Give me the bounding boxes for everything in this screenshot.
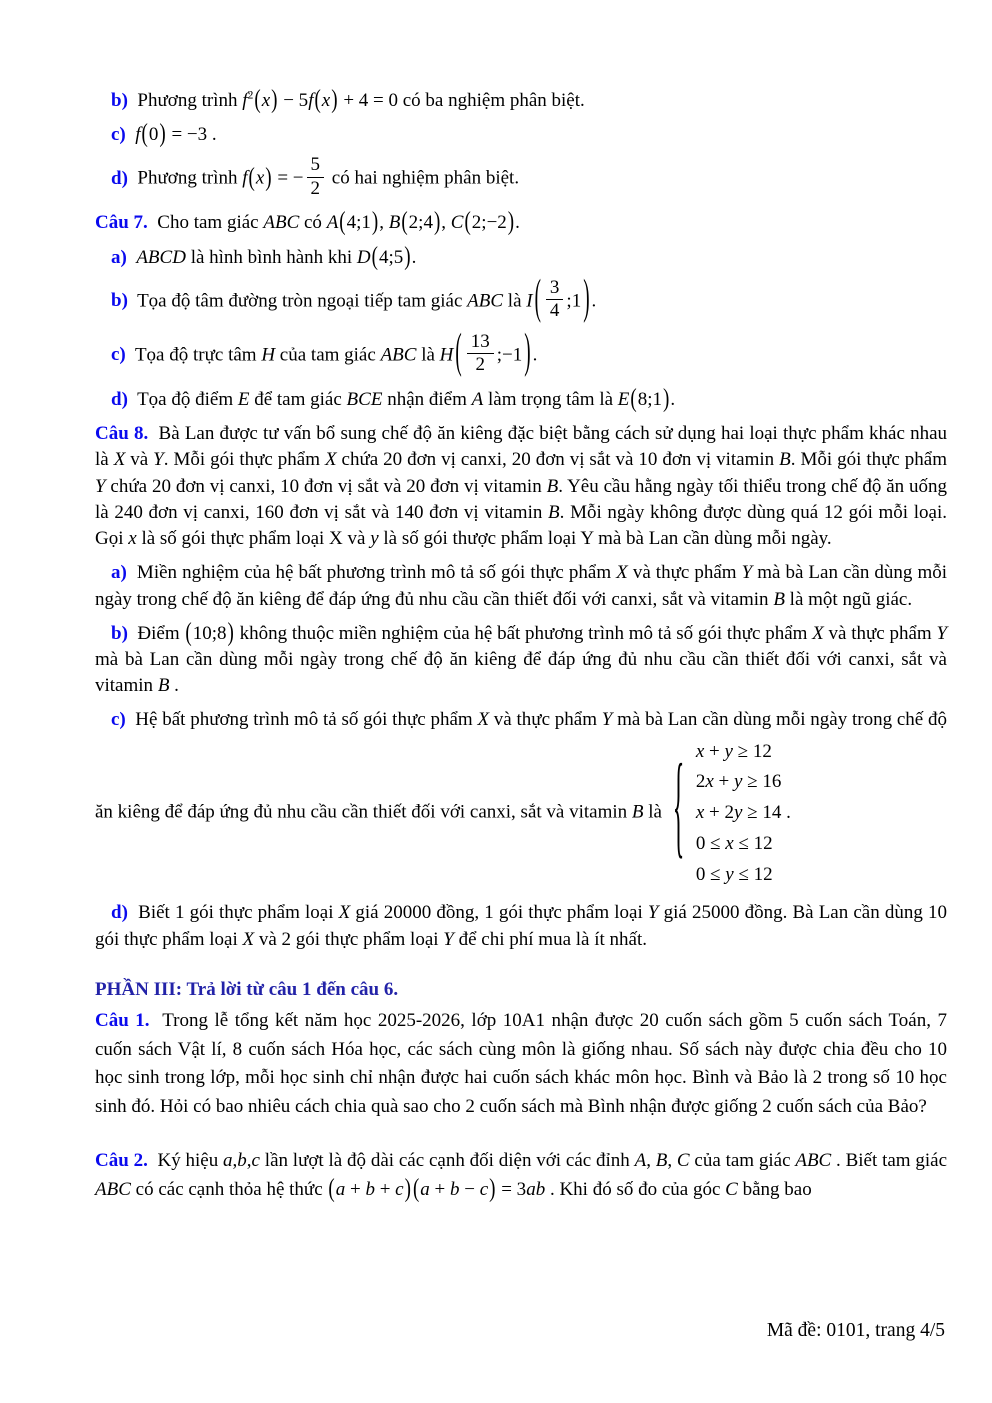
math-variable: b	[237, 1150, 247, 1171]
close-paren: )	[663, 384, 670, 414]
item-c-1	[95, 119, 947, 149]
text-run: mà bà Lan cần dùng mỗi ngày trong chế độ ăn kiêng để đáp ứng đủ nhu cầu cần thiết đối với canxi, sắt và vitamin	[95, 562, 948, 610]
system-row	[696, 770, 791, 794]
text-run: Trong lễ tổng kết năm học 2025-2026, lớp 10A1 nhận được 20 cuốn sách gồm 5 cuốn sách Toán, 7 cuốn sách Vật lí, 8 cuốn sách Hóa học, các sách cùng môn là giống nhau. Số sách này được chia đều cho 10 học sinh trong lớp, mỗi học sinh chỉ nhận được hai cuốn sách khác môn học. Bình và Bảo là 2 trong số 10 học sinh đó. Hỏi có bao nhiêu cách chia quà sao cho 2 cuốn sách mà Bình nhận được giống 2 cuốn sách của Bảo?	[95, 1010, 947, 1117]
text-run: và thực phẩm	[489, 709, 602, 731]
page-footer-text: Mã đề: 0101, trang 4/5	[766, 1320, 945, 1341]
math-variable: X	[616, 562, 628, 584]
text-run: là một ngũ giác.	[784, 588, 913, 610]
text-run: 0	[148, 124, 159, 146]
open-paren: (	[534, 271, 541, 326]
item-c-6	[95, 325, 947, 380]
question-c-u-8-8	[95, 421, 947, 552]
text-run: và 2 gói thực phẩm loại	[254, 928, 444, 950]
math-variable: Y	[601, 709, 613, 731]
text-run: ≤ 12	[733, 832, 773, 854]
fraction-denominator: 2	[310, 177, 321, 199]
block-label: d)	[111, 902, 128, 924]
question-c-u-1-14	[95, 1007, 947, 1121]
block-label: Câu 1.	[95, 1010, 150, 1031]
math-variable: x	[128, 528, 137, 550]
math-variable: E	[617, 388, 630, 410]
math-variable: c	[479, 1178, 489, 1200]
text-run: ,	[441, 212, 451, 234]
text-run: . Mỗi ngày không được dùng quá 12 gói mỗi loại. Gọi	[95, 501, 947, 550]
block-label: Câu 8.	[95, 423, 149, 445]
text-run: +	[704, 740, 725, 762]
page-footer	[767, 1320, 945, 1342]
heading-13	[95, 977, 947, 1003]
math-variable: y	[370, 528, 379, 550]
math-variable: B	[388, 212, 401, 234]
text-run: Tọa độ trực tâm	[134, 344, 262, 366]
text-run: .	[411, 246, 417, 268]
close-paren: )	[227, 617, 234, 648]
text-run: ,	[667, 1150, 677, 1171]
block-label: d)	[111, 388, 128, 410]
text-run: 2;4	[408, 212, 433, 234]
text-run: PHẦN III: Trả lời từ câu 1 đến câu 6.	[95, 978, 399, 1000]
math-variable: b	[365, 1178, 375, 1200]
text-run: là số gói thực phẩm loại X và	[136, 528, 371, 550]
system-row	[696, 740, 791, 764]
open-paren: (	[254, 85, 261, 115]
fraction-numerator: 13	[467, 332, 494, 355]
math-variable: c	[251, 1150, 260, 1171]
text-run: .	[532, 344, 538, 366]
block-label: b)	[111, 90, 128, 111]
math-variable: x	[695, 740, 705, 762]
text-run: giá 20000 đồng, 1 gói thực phẩm loại	[350, 902, 648, 924]
math-variable: X	[324, 449, 337, 471]
math-variable: x	[261, 90, 271, 111]
close-paren: )	[331, 85, 338, 115]
math-variable: x	[695, 802, 705, 824]
text-run: để chi phí mua là ít nhất.	[453, 928, 647, 950]
text-run: .	[515, 212, 520, 234]
text-run: −	[459, 1178, 480, 1200]
close-paren: )	[265, 162, 272, 193]
text-run: ;1	[566, 290, 582, 312]
text-run: Điểm	[137, 622, 185, 644]
math-variable: B	[546, 475, 559, 497]
math-variable: Y	[153, 449, 164, 471]
text-run: − 5	[278, 90, 309, 111]
text-run: và thực phẩm	[627, 562, 742, 584]
item-d-2	[95, 156, 947, 202]
math-variable: A	[634, 1150, 647, 1171]
text-run: .	[591, 290, 597, 312]
item-a-4	[95, 241, 947, 272]
item-b-10	[95, 617, 948, 700]
text-run: và	[125, 449, 154, 471]
math-variable: X	[338, 902, 351, 924]
text-run: . Mỗi gói thực phẩm	[163, 449, 325, 471]
block-label: c)	[111, 344, 126, 366]
math-superscript: 2	[247, 88, 254, 102]
math-variable: f	[135, 124, 141, 146]
text-run: làm trọng tâm là	[483, 388, 618, 410]
block-label: c)	[111, 124, 126, 146]
text-run: + 4 = 0 có ba nghiệm phân biệt.	[338, 90, 585, 111]
text-run: để tam giác	[249, 388, 347, 410]
text-run: lần lượt là độ dài các cạnh đối diện với các đỉnh	[259, 1150, 635, 1171]
text-run: . Biết tam giác	[831, 1150, 948, 1171]
close-paren: )	[404, 1173, 411, 1203]
math-variable: X	[812, 622, 824, 644]
math-variable: I	[526, 290, 533, 312]
text-run: 4;5	[378, 246, 404, 268]
math-variable: B	[655, 1150, 668, 1171]
math-variable: Y	[443, 928, 454, 950]
question-c-u-2-15	[95, 1147, 947, 1204]
text-run: ,	[379, 212, 389, 234]
math-variable: y	[725, 863, 734, 885]
math-variable: BCE	[346, 388, 383, 410]
block-label: d)	[111, 167, 128, 189]
text-run: của tam giác	[689, 1150, 796, 1171]
block-label: Câu 2.	[95, 1150, 148, 1171]
math-variable: f	[242, 167, 248, 189]
text-run: + 2	[704, 802, 735, 824]
text-run: chứa 20 đơn vị canxi, 10 đơn vị sắt và 20 đơn vị vitamin	[105, 475, 547, 497]
math-variable: B	[779, 449, 791, 471]
text-run: . Mỗi gói thực phẩm	[790, 449, 948, 471]
math-variable: H	[439, 344, 454, 366]
open-paren: (	[141, 119, 148, 149]
text-run: Tọa độ điểm	[137, 388, 238, 410]
math-variable: ABC	[380, 344, 417, 366]
text-run: Phương trình	[137, 167, 243, 189]
system-row	[696, 801, 791, 825]
text-run: 0 ≤	[695, 832, 726, 854]
close-paren: )	[159, 119, 166, 149]
math-variable: f	[242, 90, 248, 111]
text-run: và thực phẩm	[823, 622, 937, 644]
text-run: +	[374, 1178, 396, 1200]
text-run: +	[713, 771, 735, 793]
math-variable: B	[631, 801, 644, 823]
close-paren: )	[489, 1173, 496, 1203]
text-run: Biết 1 gói thực phẩm loại	[138, 902, 339, 924]
system-row	[696, 863, 791, 887]
text-run: = 3	[496, 1178, 527, 1200]
text-run: 10;8	[192, 622, 227, 644]
block-label: b)	[111, 622, 128, 644]
system-rows	[696, 740, 791, 887]
item-d-7	[95, 384, 947, 414]
open-paren: (	[401, 207, 408, 237]
fraction-denominator: 4	[549, 300, 560, 322]
math-variable: C	[676, 1150, 690, 1171]
block-label: c)	[111, 709, 126, 731]
text-run: = −	[272, 167, 304, 189]
close-paren: )	[583, 271, 590, 326]
text-run: Bà Lan được tư vấn bổ sung chế độ ăn kiêng đặc biệt bằng cách sử dụng hai loại thực phẩm khác nhau là	[95, 423, 948, 471]
math-variable: C	[725, 1178, 738, 1200]
math-variable: a	[335, 1178, 346, 1200]
math-variable: B	[157, 675, 170, 697]
math-variable: f	[308, 90, 314, 111]
item-b-0	[95, 85, 947, 115]
open-paren: (	[630, 384, 637, 414]
math-variable: c	[395, 1178, 404, 1200]
open-paren: (	[314, 85, 321, 115]
text-run: là số gói thược phẩm loại Y mà bà Lan cần dùng mỗi ngày.	[378, 528, 832, 550]
math-variable: B	[773, 588, 785, 610]
exam-content	[95, 85, 948, 1212]
open-paren: (	[455, 325, 462, 380]
text-run: mà bà Lan cần dùng mỗi ngày trong chế độ ăn kiêng để đáp ứng đủ nhu cầu cần thiết đối với canxi, sắt và vitamin	[95, 709, 948, 823]
math-variable: Y	[95, 475, 106, 497]
open-paren: (	[464, 207, 471, 237]
text-run: có	[299, 212, 327, 234]
text-run: ≥ 14 .	[742, 802, 791, 824]
item-d-12	[95, 900, 947, 952]
math-variable: ABCD	[136, 246, 186, 268]
close-paren: )	[433, 207, 441, 237]
text-run: Ký hiệu	[157, 1150, 224, 1171]
open-paren: (	[412, 1173, 420, 1203]
text-run: . Khi đó số đo của góc	[545, 1178, 726, 1200]
block-label: b)	[111, 290, 128, 312]
math-variable: ABC	[95, 1178, 131, 1200]
text-run: nhận điểm	[382, 388, 472, 410]
open-paren: (	[328, 1173, 335, 1203]
math-variable: ab	[526, 1178, 546, 1200]
open-paren: (	[185, 617, 192, 648]
math-variable: b	[449, 1178, 460, 1200]
text-run: 2;−2	[471, 212, 507, 234]
system-brace: {	[672, 745, 684, 874]
question-c-u-7-3	[95, 207, 947, 237]
math-variable: E	[237, 388, 250, 410]
math-variable: D	[356, 246, 371, 268]
math-variable: ABC	[795, 1150, 832, 1171]
math-fraction	[546, 278, 564, 322]
text-run: .	[169, 675, 179, 697]
item-b-5	[95, 271, 947, 326]
block-label: Câu 7.	[95, 212, 148, 234]
text-run: Miền nghiệm của hệ bất phương trình mô tả số gói thực phẩm	[136, 562, 617, 584]
open-paren: (	[248, 162, 255, 193]
math-variable: ABC	[467, 290, 504, 312]
math-variable: x	[725, 832, 734, 854]
text-run: bằng bao	[737, 1178, 812, 1200]
text-run: Tọa độ tâm đường tròn ngoại tiếp tam giác	[137, 290, 468, 312]
text-run: giá 25000 đồng. Bà Lan cần dùng 10 gói thực phẩm loại	[95, 902, 948, 950]
math-variable: H	[261, 344, 276, 366]
math-variable: y	[734, 802, 743, 824]
text-run: là	[503, 290, 527, 312]
math-variable: X	[477, 709, 490, 731]
math-fraction	[467, 332, 494, 376]
text-run: mà bà Lan cần dùng mỗi ngày trong chế độ ăn kiêng để đáp ứng đủ nhu cầu cần thiết đối với canxi, sắt và vitamin	[95, 648, 947, 697]
fraction-denominator: 2	[475, 354, 485, 376]
text-run: ,	[246, 1150, 252, 1171]
close-paren: )	[371, 207, 379, 237]
text-run: +	[345, 1178, 366, 1200]
text-run: 8;1	[637, 388, 663, 410]
system-row	[696, 832, 791, 856]
math-variable: x	[255, 167, 265, 189]
math-variable: a	[223, 1150, 233, 1171]
math-variable: X	[113, 449, 126, 471]
close-paren: )	[507, 207, 515, 237]
open-paren: (	[371, 241, 378, 272]
block-label: a)	[111, 246, 127, 268]
fraction-numerator: 3	[546, 278, 564, 301]
text-run: 2	[695, 771, 706, 793]
math-variable: x	[705, 771, 714, 793]
math-variable: y	[734, 771, 743, 793]
math-variable: Y	[647, 902, 659, 924]
text-run: của tam giác	[275, 344, 381, 366]
text-run: là	[643, 801, 667, 823]
text-run: +	[429, 1178, 450, 1200]
math-variable: C	[450, 212, 464, 234]
math-fraction	[307, 155, 325, 199]
close-paren: )	[404, 241, 411, 272]
text-run: Phương trình	[137, 90, 243, 111]
text-run: ,	[232, 1150, 238, 1171]
math-variable: Y	[936, 622, 948, 644]
math-variable: y	[724, 740, 733, 762]
text-run: là hình bình hành khi	[185, 246, 357, 268]
close-paren: )	[524, 325, 531, 380]
text-run: .	[670, 388, 676, 410]
open-paren: (	[339, 207, 346, 237]
math-variable: x	[321, 90, 331, 111]
close-paren: )	[271, 85, 278, 115]
text-run: chứa 20 đơn vị canxi, 20 đơn vị sắt và 10 đơn vị vitamin	[336, 449, 780, 471]
text-run: 4;1	[346, 212, 371, 234]
text-run: = −3 .	[166, 124, 217, 146]
math-variable: A	[326, 212, 339, 234]
inequality-system	[669, 740, 791, 887]
text-run: Hệ bất phương trình mô tả số gói thực phẩm	[135, 709, 478, 731]
text-run: là	[416, 344, 440, 366]
fraction-numerator: 5	[307, 155, 325, 178]
text-run: ≥ 12	[732, 740, 772, 762]
text-run: ,	[646, 1150, 656, 1171]
block-label: a)	[111, 562, 127, 584]
item-a-9	[95, 560, 947, 612]
text-run: ;−1	[496, 344, 523, 366]
text-run: ≥ 16	[742, 771, 782, 793]
item-c-11	[95, 707, 947, 892]
text-run: ≤ 12	[733, 863, 773, 885]
text-run: không thuộc miền nghiệm của hệ bất phương trình mô tả số gói thực phẩm	[234, 622, 813, 644]
math-variable: B	[548, 501, 560, 523]
text-run: có các cạnh thỏa hệ thức	[130, 1178, 328, 1200]
math-variable: A	[471, 388, 484, 410]
text-run: Cho tam giác	[157, 212, 264, 234]
math-variable: X	[242, 928, 255, 950]
math-variable: ABC	[263, 212, 300, 234]
text-run: có hai nghiệm phân biệt.	[327, 167, 520, 189]
text-run: . Yêu cầu hằng ngày tối thiểu trong chế độ ăn uống là 240 đơn vị canxi, 160 đơn vị sắt và 140 đơn vị vitamin	[95, 475, 948, 523]
math-variable: Y	[741, 562, 753, 584]
math-variable: a	[420, 1178, 430, 1200]
text-run: 0 ≤	[695, 863, 726, 885]
